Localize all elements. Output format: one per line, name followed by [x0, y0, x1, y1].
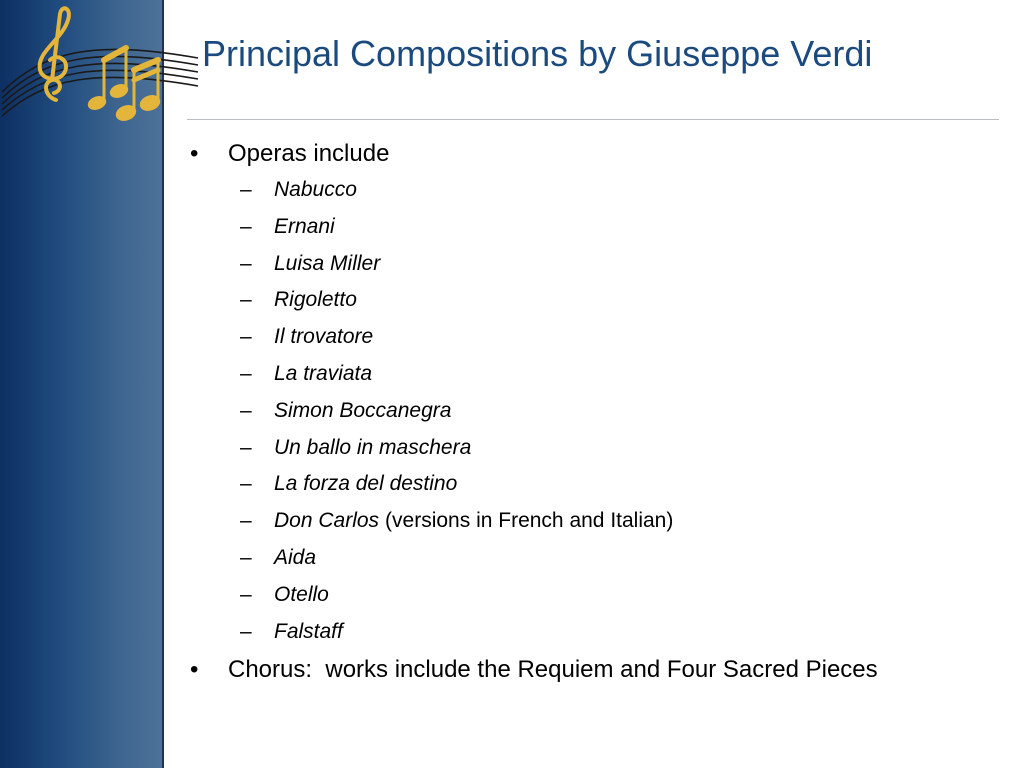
opera-item — [190, 503, 1010, 540]
dash-mark: – — [240, 509, 252, 533]
opera-item — [190, 209, 1010, 246]
opera-item — [190, 466, 1010, 503]
dash-mark: – — [240, 251, 252, 275]
opera-title: La forza del destino — [274, 472, 458, 496]
opera-item — [190, 319, 1010, 356]
opera-item — [190, 430, 1010, 467]
dash-mark: – — [240, 398, 252, 422]
opera-title: Ernani — [274, 214, 335, 238]
bullet-text: Chorus: works include the Requiem and Four Sacred Pieces — [228, 656, 878, 684]
opera-item — [190, 282, 1010, 319]
dash-mark: – — [240, 214, 252, 238]
dash-mark: – — [240, 361, 252, 385]
opera-title: Simon Boccanegra — [274, 398, 452, 422]
page-title: Principal Compositions by Giuseppe Verdi — [202, 33, 873, 74]
bullet-mark: • — [190, 140, 199, 167]
opera-title: Nabucco — [274, 178, 357, 201]
opera-item — [190, 577, 1010, 614]
opera-title: Otello — [274, 582, 329, 606]
opera-title: Aida — [274, 545, 317, 569]
opera-title: Il trovatore — [274, 325, 374, 349]
dash-mark: – — [240, 435, 252, 459]
dash-mark: – — [240, 619, 252, 643]
opera-title: Luisa Miller — [274, 251, 381, 275]
dash-mark: – — [240, 178, 252, 201]
bullet-operas — [190, 136, 1010, 172]
opera-item — [190, 540, 1010, 577]
opera-item — [190, 246, 1010, 283]
dash-mark: – — [240, 582, 252, 606]
opera-item — [190, 393, 1010, 430]
opera-note: (versions in French and Italian) — [385, 509, 674, 533]
title-divider — [187, 119, 999, 120]
opera-title: Un ballo in maschera — [274, 435, 472, 459]
opera-item — [190, 614, 1010, 651]
bullet-chorus — [190, 652, 1010, 688]
opera-title: Falstaff — [274, 619, 343, 643]
opera-title: Don Carlos — [274, 509, 380, 533]
dash-mark: – — [240, 288, 252, 312]
opera-title: Rigoletto — [274, 288, 357, 312]
dash-mark: – — [240, 325, 252, 349]
opera-title: La traviata — [274, 361, 373, 385]
bullet-text: Operas include — [228, 140, 390, 167]
opera-item — [190, 172, 1010, 209]
dash-mark: – — [240, 472, 252, 496]
slide-content — [190, 136, 1010, 688]
bullet-mark: • — [190, 656, 199, 684]
music-notes-icon — [0, 0, 200, 135]
dash-mark: – — [240, 545, 252, 569]
opera-item — [190, 356, 1010, 393]
